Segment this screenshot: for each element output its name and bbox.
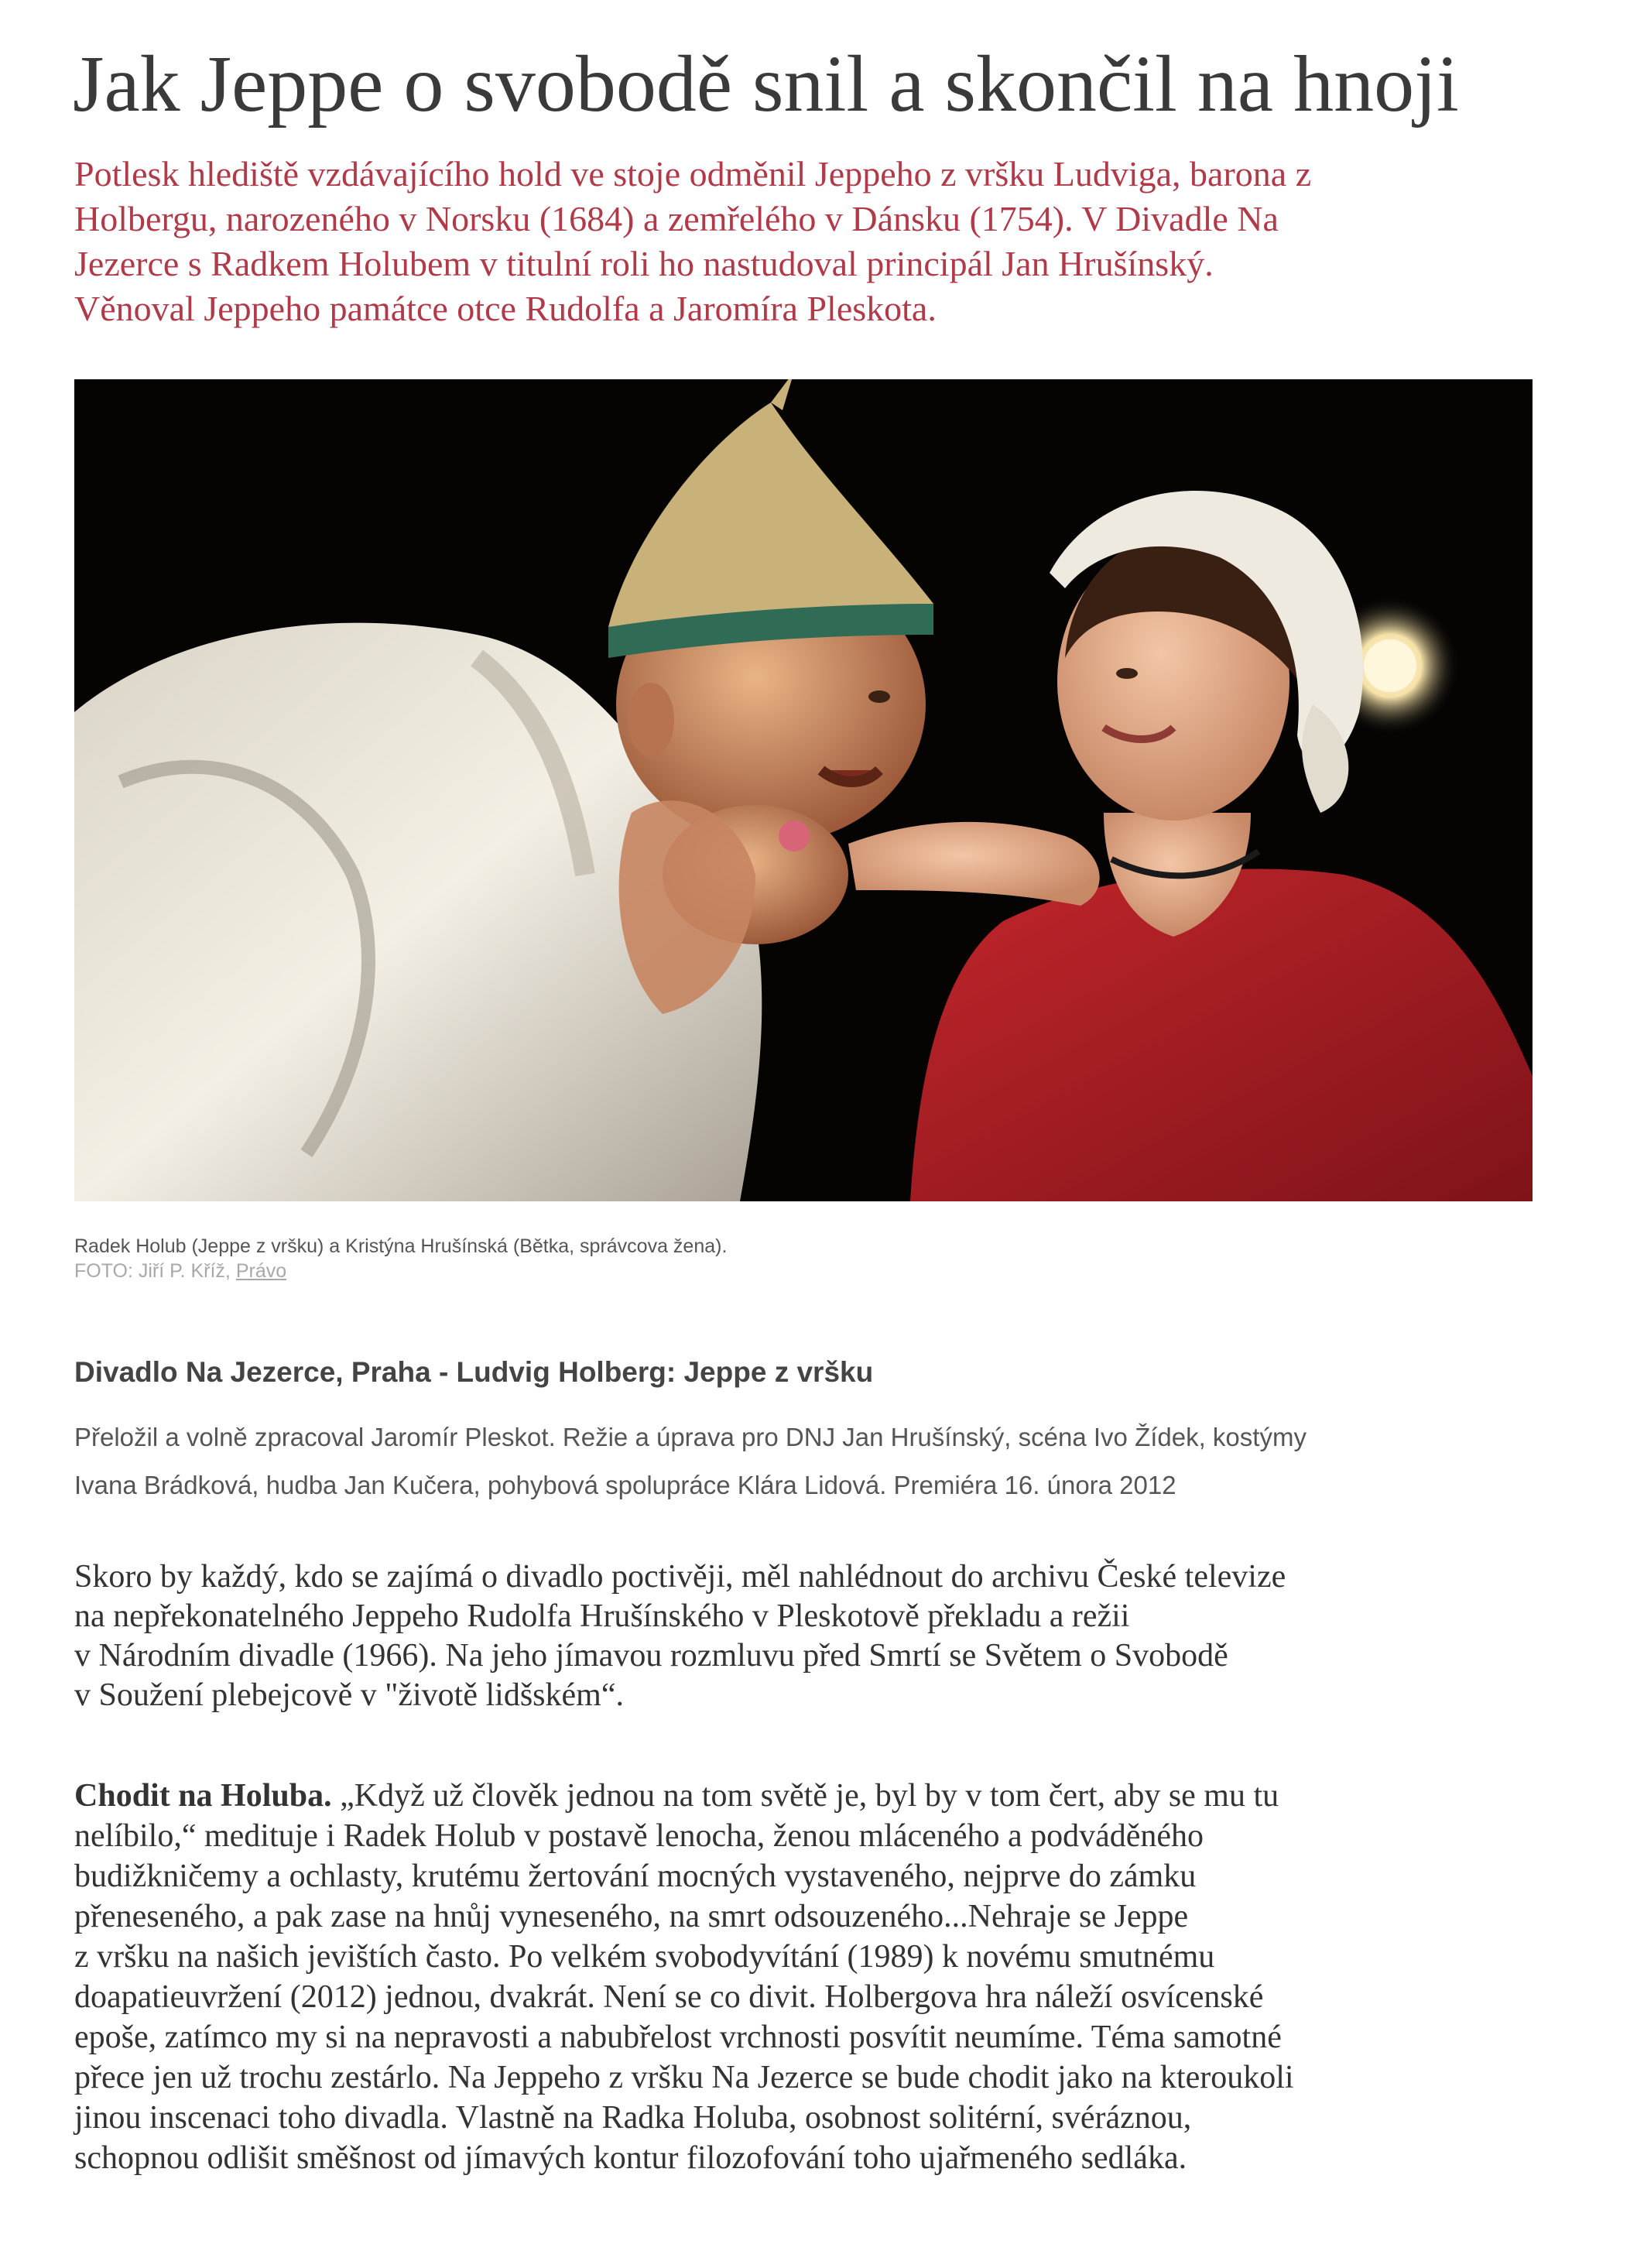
body-line: na nepřekonatelného Jeppeho Rudolfa Hrušínského v Pleskotově překladu a režii — [74, 1598, 1130, 1634]
lead-line: Věnoval Jeppeho památce otce Rudolfa a Jaromíra Pleskota. — [74, 289, 937, 328]
production-title: Divadlo Na Jezerce, Praha - Ludvig Holberg: Jeppe z vršku — [74, 1356, 874, 1388]
body-line: schopnou odlišit směšnost od jímavých kontur filozofování toho ujařmeného sedláka. — [74, 2140, 1187, 2176]
lead-line: Jezerce s Radkem Holubem v titulní roli ho nastudoval principál Jan Hrušínský. — [74, 244, 1214, 283]
body-paragraph-1 — [74, 1557, 1568, 1715]
lead-line: Potlesk hlediště vzdávajícího hold ve stoje odměnil Jeppeho z vršku Ludviga, barona z — [74, 154, 1312, 194]
caption-text: Radek Holub (Jeppe z vršku) a Kristýna Hrušínská (Bětka, správcova žena). — [74, 1235, 728, 1257]
body-line: Skoro by každý, kdo se zajímá o divadlo poctivěji, měl nahlédnout do archivu České televize — [74, 1559, 1286, 1595]
credit-text: FOTO: Jiří P. Kříž, — [74, 1260, 236, 1282]
body-line: nelíbilo,“ medituje i Radek Holub v postavě lenocha, ženou mláceného a podváděného — [74, 1818, 1204, 1854]
article-lead — [74, 152, 1568, 331]
lead-line: Holbergu, narozeného v Norsku (1684) a zemřelého v Dánsku (1754). V Divadle Na — [74, 199, 1279, 238]
credit-source-link[interactable]: Právo — [235, 1260, 287, 1282]
article-headline: Jak Jeppe o svobodě snil a skončil na hnoji — [73, 39, 1459, 128]
stage-photo-illustration — [74, 379, 1533, 1201]
body-line: epoše, zatímco my si na nepravosti a nabubřelost vrchnosti posvítit neumíme. Téma samotné — [74, 2020, 1282, 2055]
photo-caption — [74, 1234, 727, 1283]
stage-photo — [74, 379, 1533, 1201]
body-line: přeneseného, a pak zase na hnůj vyneseného, na smrt odsouzeného...Nehraje se Jeppe — [74, 1899, 1189, 1934]
body-line: doapatieuvržení (2012) jednou, dvakrát. Není se co divit. Holbergova hra náleží osvícenské — [74, 1979, 1264, 2015]
credits-line: Ivana Brádková, hudba Jan Kučera, pohybová spolupráce Klára Lidová. Premiéra 16. února 2012 — [74, 1471, 1176, 1499]
paragraph-lead-in: Chodit na Holuba. — [74, 1778, 332, 1814]
body-paragraph-2 — [74, 1776, 1568, 2178]
body-line-rest: „Když už člověk jednou na tom světě je, byl by v tom čert, aby se mu tu — [331, 1778, 1279, 1814]
body-line: budižkničemy a ochlasty, krutému žertování mocných vystaveného, nejprve do zámku — [74, 1859, 1197, 1894]
body-line: v Soužení plebejcově v "životě lidšském“. — [74, 1677, 624, 1713]
body-line: jinou inscenaci toho divadla. Vlastně na Radka Holuba, osobnost solitérní, svéráznou, — [74, 2100, 1192, 2136]
body-line: z vršku na našich jevištích často. Po velkém svobodyvítání (1989) k novému smutnému — [74, 1939, 1215, 1975]
production-credits — [74, 1413, 1545, 1509]
body-line: přece jen už trochu zestárlo. Na Jeppeho z vršku Na Jezerce se bude chodit jako na kteroukoli — [74, 2060, 1294, 2095]
credits-line: Přeložil a volně zpracoval Jaromír Pleskot. Režie a úprava pro DNJ Jan Hrušínský, scéna Ivo Žídek, kostýmy — [74, 1423, 1307, 1451]
body-line: v Národním divadle (1966). Na jeho jímavou rozmluvu před Smrtí se Světem o Svobodě — [74, 1638, 1228, 1674]
photo-credit — [74, 1259, 727, 1283]
body-line — [74, 1776, 1568, 1816]
